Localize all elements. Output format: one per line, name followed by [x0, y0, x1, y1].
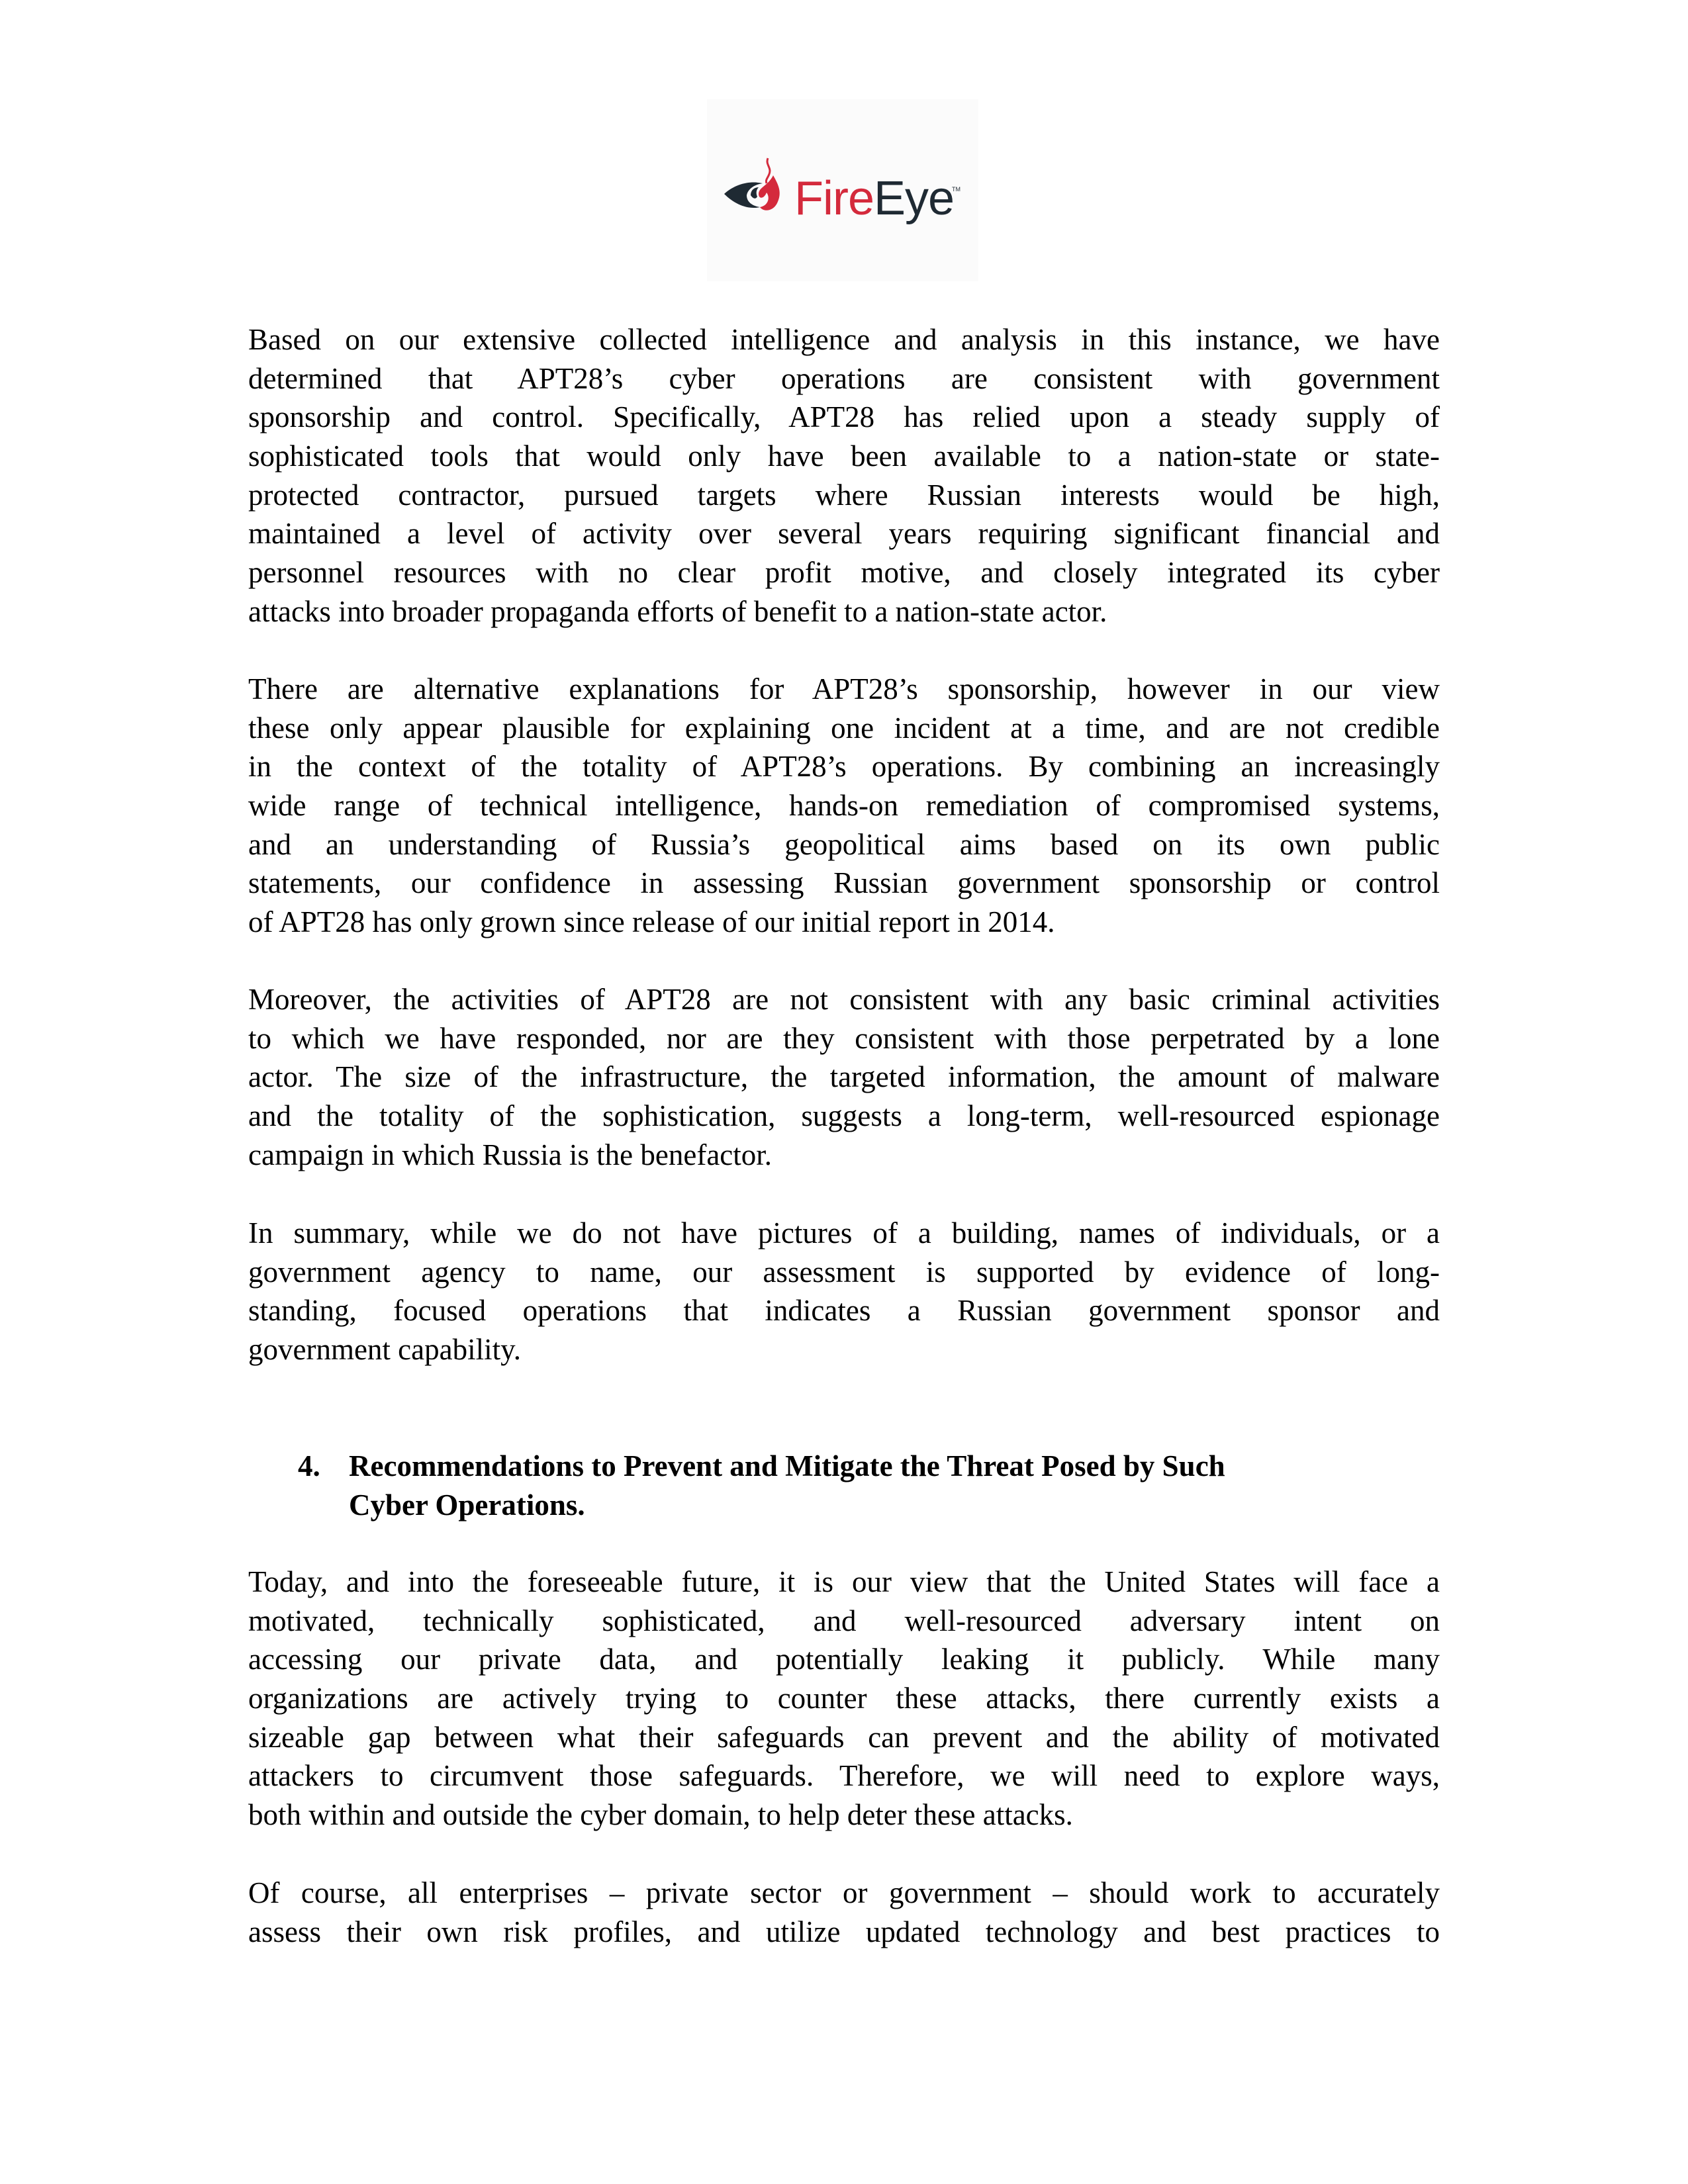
paragraph-line: government capability.: [248, 1333, 521, 1367]
paragraph-line: of APT28 has only grown since release of our initial report in 2014.: [248, 905, 1055, 939]
paragraph-line: to which we have responded, nor are they consistent with those perpetrated by a lone: [248, 1021, 1440, 1055]
paragraph-line: both within and outside the cyber domain, to help deter these attacks.: [248, 1798, 1073, 1832]
paragraph-line: actor. The size of the infrastructure, the targeted information, the amount of malware: [248, 1060, 1440, 1094]
paragraph-line: statements, our confidence in assessing Russian government sponsorship or control: [248, 866, 1440, 900]
paragraph-line: personnel resources with no clear profit motive, and closely integrated its cyber: [248, 556, 1440, 590]
paragraph-line: sizeable gap between what their safeguards can prevent and the ability of motivated: [248, 1720, 1440, 1754]
paragraph-line: sponsorship and control. Specifically, APT28 has relied upon a steady supply of: [248, 400, 1440, 434]
paragraph-line: accessing our private data, and potentially leaking it publicly. While many: [248, 1643, 1440, 1676]
paragraph-line: sophisticated tools that would only have been available to a nation-state or state-: [248, 439, 1440, 473]
body-paragraph: [248, 670, 1440, 942]
paragraph-line: and the totality of the sophistication, suggests a long-term, well-resourced espionage: [248, 1099, 1440, 1133]
paragraph-line: attacks into broader propaganda efforts of benefit to a nation-state actor.: [248, 594, 1107, 628]
paragraph-line: Moreover, the activities of APT28 are not consistent with any basic criminal activities: [248, 983, 1440, 1016]
section-title: [349, 1447, 1441, 1524]
paragraph-line: Based on our extensive collected intelligence and analysis in this instance, we have: [248, 323, 1440, 356]
paragraph-line: maintained a level of activity over several years requiring significant financial and: [248, 517, 1440, 551]
body-paragraph: [248, 1214, 1440, 1369]
paragraph-line: Today, and into the foreseeable future, it is our view that the United States will face a: [248, 1565, 1440, 1598]
logo-text-fire: Fire: [794, 172, 874, 225]
body-paragraph: [248, 980, 1440, 1174]
paragraph-line: and an understanding of Russia’s geopolitical aims based on its own public: [248, 827, 1440, 861]
paragraph-line: government agency to name, our assessment is supported by evidence of long-: [248, 1255, 1440, 1289]
paragraph-line: In summary, while we do not have pictures of a building, names of individuals, or a: [248, 1216, 1440, 1250]
section-title-line: Recommendations to Prevent and Mitigate the Threat Posed by Such: [349, 1449, 1225, 1482]
paragraph-line: wide range of technical intelligence, hands-on remediation of compromised systems,: [248, 789, 1440, 823]
body-paragraph: [248, 320, 1440, 631]
eye-flame-icon: [722, 156, 794, 222]
paragraph-line: these only appear plausible for explaining one incident at a time, and are not credible: [248, 711, 1440, 745]
paragraph-line: organizations are actively trying to counter these attacks, there currently exists a: [248, 1682, 1440, 1715]
paragraph-line: standing, focused operations that indicates a Russian government sponsor and: [248, 1294, 1440, 1328]
paragraph-line: Of course, all enterprises – private sector or government – should work to accurately: [248, 1876, 1440, 1909]
paragraph-line: assess their own risk profiles, and utilize updated technology and best practices to: [248, 1915, 1440, 1948]
company-logo-wordmark: [794, 172, 955, 225]
paragraph-line: attackers to circumvent those safeguards. Therefore, we will need to explore ways,: [248, 1759, 1440, 1793]
section-title-line: Cyber Operations.: [349, 1488, 585, 1522]
body-paragraph: [248, 1563, 1440, 1835]
paragraph-line: campaign in which Russia is the benefactor.: [248, 1138, 773, 1171]
logo-text-eye: Eye: [874, 172, 955, 225]
paragraph-line: in the context of the totality of APT28’s operations. By combining an increasingly: [248, 750, 1440, 784]
trademark-symbol: TM: [952, 186, 961, 193]
paragraph-line: determined that APT28’s cyber operations are consistent with government: [248, 361, 1440, 395]
section-number: 4.: [298, 1449, 320, 1482]
paragraph-line: motivated, technically sophisticated, and well-resourced adversary intent on: [248, 1604, 1440, 1637]
paragraph-line: protected contractor, pursued targets where Russian interests would be high,: [248, 478, 1440, 512]
body-paragraph: [248, 1874, 1440, 1951]
paragraph-line: There are alternative explanations for APT28’s sponsorship, however in our view: [248, 672, 1440, 705]
